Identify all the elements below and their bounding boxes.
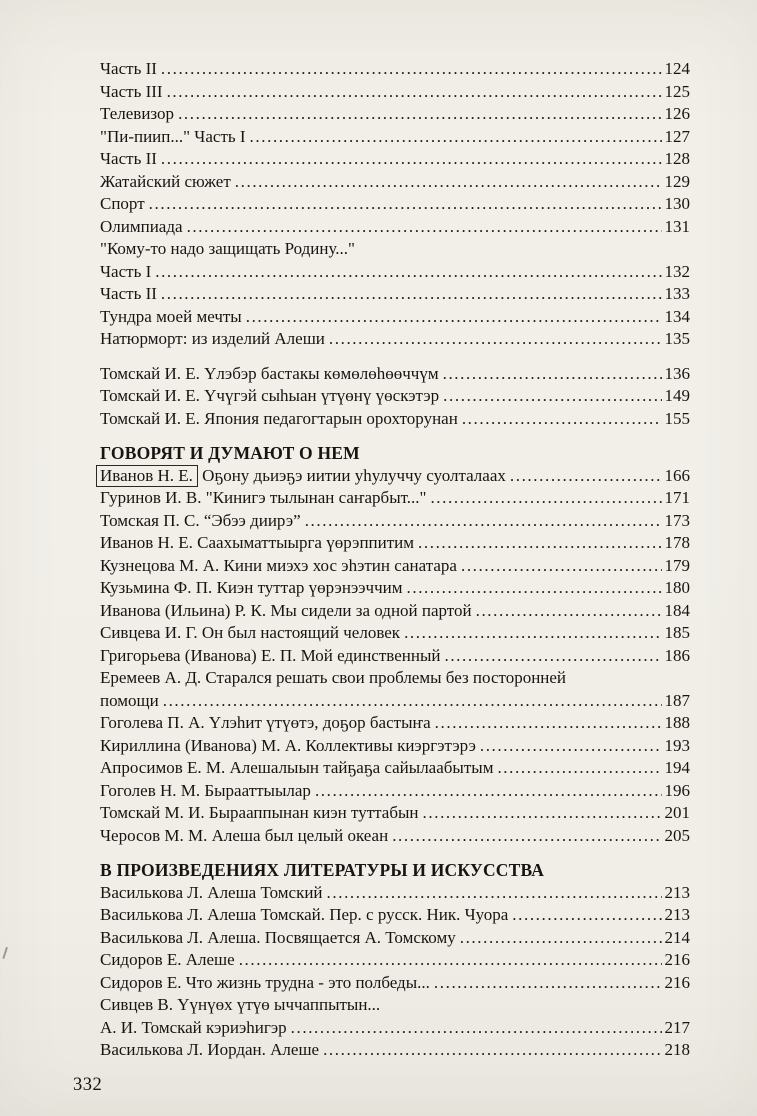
toc-entry: [100, 363, 690, 386]
entry-title: Часть II: [100, 284, 157, 303]
toc-entry: [100, 1017, 690, 1040]
entry-page-number: 196: [664, 780, 690, 800]
toc-entry: [100, 148, 690, 171]
toc-entry: [100, 972, 690, 995]
toc-entry: [100, 949, 690, 972]
entry-title: "Кому-то надо защищать Родину...": [100, 239, 355, 258]
dot-leader: [235, 171, 662, 194]
toc-entry: [100, 577, 690, 600]
entry-page-number: 127: [664, 126, 690, 146]
entry-title: Иванов Н. Е. Оҕону дьиэҕэ иитии уһулуччу суолталаах: [100, 465, 506, 488]
dot-leader: [329, 328, 662, 351]
entry-page-number: 136: [664, 363, 690, 383]
toc-entry: [100, 690, 690, 713]
entry-page-number: 131: [664, 216, 690, 236]
toc-entry: [100, 306, 690, 329]
toc-entry: [100, 645, 690, 668]
entry-page-number: 193: [664, 735, 690, 755]
entry-page-number: 130: [664, 194, 690, 213]
dot-leader: [161, 148, 662, 171]
entry-title: Часть I: [100, 261, 152, 281]
toc-entry: [100, 171, 690, 194]
entry-page-number: 201: [664, 803, 690, 822]
entry-page-number: 216: [664, 972, 690, 992]
entry-title: Василькова Л. Алеша Томский: [100, 882, 323, 902]
entry-page-number: 133: [664, 284, 690, 303]
entry-title: "Пи-пиип..." Часть I: [100, 126, 246, 146]
entry-title: Томскай М. И. Бырааппынан киэн туттабын: [100, 803, 419, 822]
dot-leader: [239, 949, 662, 972]
entry-page-number: 166: [664, 465, 690, 485]
dot-leader: [461, 555, 662, 578]
toc-section: [100, 363, 690, 431]
toc-entry: [100, 58, 690, 81]
boxed-author-name: Иванов Н. Е.: [96, 465, 198, 487]
toc-entry: [100, 1039, 690, 1062]
page-number: 332: [73, 1075, 103, 1095]
toc-entry: [100, 927, 690, 950]
entry-title: Гуринов И. В. "Кинигэ тылынан саҥарбыт...": [100, 488, 427, 507]
toc-entry: [100, 757, 690, 780]
entry-title: Кузнецова М. А. Кини миэхэ хос эһэтин санатара: [100, 555, 457, 575]
entry-title: А. И. Томскай кэриэһигэр: [100, 1017, 287, 1037]
toc-entry: [100, 283, 690, 306]
entry-page-number: 180: [664, 578, 690, 597]
toc-entry: [100, 555, 690, 578]
dot-leader: [423, 802, 662, 825]
toc-entry: [100, 994, 690, 1017]
entry-title: Сидоров Е. Алеше: [100, 950, 235, 969]
entry-title: Кузьмина Ф. П. Киэн туттар үөрэнээччим: [100, 578, 403, 597]
entry-title: Сивцева И. Г. Он был настоящий человек: [100, 623, 401, 642]
dot-leader: [291, 1017, 662, 1040]
section-heading: В ПРОИЗВЕДЕНИЯХ ЛИТЕРАТУРЫ И ИСКУССТВА: [100, 860, 545, 880]
toc-entry: [100, 780, 690, 803]
dot-leader: [392, 825, 661, 848]
entry-page-number: 213: [664, 905, 690, 924]
dot-leader: [430, 487, 661, 510]
entry-title: Сидоров Е. Что жизнь трудна - это полбеды...: [100, 972, 430, 992]
dot-leader: [155, 261, 661, 284]
toc-entry: [100, 126, 690, 149]
entry-page-number: 132: [664, 261, 690, 281]
toc: [100, 58, 690, 1062]
entry-title: Гоголев Н. М. Бырааттыылар: [100, 780, 311, 800]
entry-title: Сивцев В. Үүнүөх үтүө ыччаппытын...: [100, 995, 381, 1014]
entry-title: Апросимов Е. М. Алешалыын тайҕаҕа сайылаабытым: [100, 758, 494, 777]
dot-leader: [250, 126, 662, 149]
entry-title: Василькова Л. Алеша Томскай. Пер. с русск. Ник. Чуора: [100, 905, 509, 924]
entry-page-number: 216: [664, 950, 690, 969]
entry-title: помощи: [100, 690, 159, 710]
toc-entry: [100, 904, 690, 927]
entry-title: Иванова (Ильина) Р. К. Мы сидели за одной партой: [100, 600, 472, 620]
toc-entry: [100, 385, 690, 408]
entry-title: Кириллина (Иванова) М. А. Коллективы киэргэтэрэ: [100, 735, 476, 755]
toc-entry: [100, 667, 690, 690]
entry-title: Томскай И. Е. Үлэбэр бастакы көмөлөһөөччүм: [100, 363, 439, 383]
dot-leader: [462, 408, 662, 431]
entry-page-number: 205: [664, 825, 690, 845]
entry-title: Григорьева (Иванова) Е. П. Мой единственный: [100, 645, 441, 665]
toc-entry: [100, 216, 690, 239]
entry-title: Часть III: [100, 81, 163, 101]
toc-entry: [100, 712, 690, 735]
toc-entry: [100, 882, 690, 905]
toc-section: [100, 859, 690, 1062]
entry-page-number: 213: [664, 882, 690, 902]
entry-page-number: 194: [664, 758, 690, 777]
dot-leader: [480, 735, 662, 758]
dot-leader: [161, 58, 662, 81]
dot-leader: [149, 193, 662, 216]
dot-leader: [443, 385, 661, 408]
toc-entry: [100, 735, 690, 758]
toc-entry: [100, 261, 690, 284]
entry-page-number: 188: [664, 713, 690, 732]
dot-leader: [187, 216, 662, 239]
dot-leader: [327, 882, 662, 905]
toc-entry: [100, 600, 690, 623]
entry-page-number: 134: [664, 306, 690, 326]
entry-title: Жатайский сюжет: [100, 171, 231, 191]
dot-leader: [323, 1039, 661, 1062]
toc-entry: [100, 408, 690, 431]
dot-leader: [418, 532, 661, 555]
dot-leader: [407, 577, 662, 600]
entry-title: Телевизор: [100, 104, 175, 123]
dot-leader: [404, 622, 661, 645]
dot-leader: [497, 757, 661, 780]
entry-page-number: 217: [664, 1017, 690, 1037]
entry-title: Томская П. С. “Эбээ диирэ”: [100, 510, 301, 530]
toc-entry: [100, 510, 690, 533]
toc-entry: [100, 532, 690, 555]
toc-entry: [100, 802, 690, 825]
entry-title: Часть II: [100, 59, 157, 78]
dot-leader: [167, 81, 662, 104]
entry-page-number: 185: [664, 623, 690, 642]
toc-section: [100, 442, 690, 847]
entry-page-number: 218: [664, 1040, 690, 1059]
toc-entry: [100, 193, 690, 216]
entry-title: Часть II: [100, 149, 157, 168]
section-heading: ГОВОРЯТ И ДУМАЮТ О НЕМ: [100, 443, 360, 463]
dot-leader: [435, 712, 662, 735]
entry-page-number: 171: [664, 488, 690, 507]
entry-page-number: 178: [664, 533, 690, 552]
entry-title: Иванов Н. Е. Саахыматтыырга үөрэппитим: [100, 533, 415, 552]
entry-page-number: 126: [664, 104, 690, 123]
entry-title: Василькова Л. Иордан. Алеше: [100, 1040, 320, 1059]
entry-page-number: 214: [664, 927, 690, 947]
entry-page-number: 184: [664, 600, 690, 620]
toc-entry: [100, 81, 690, 104]
entry-title: Тундра моей мечты: [100, 306, 242, 326]
dot-leader: [443, 363, 662, 386]
entry-title: Томскай И. Е. Үчүгэй сыһыан үтүөнү үөскэтэр: [100, 386, 440, 405]
toc-entry: [100, 465, 690, 488]
dot-leader: [460, 927, 662, 950]
dot-leader: [510, 465, 662, 488]
entry-page-number: 149: [664, 386, 690, 405]
dot-leader: [246, 306, 662, 329]
toc-entry: [100, 487, 690, 510]
entry-title: Черосов М. М. Алеша был целый океан: [100, 825, 389, 845]
entry-title: Василькова Л. Алеша. Посвящается А. Томскому: [100, 927, 456, 947]
dot-leader: [434, 972, 662, 995]
entry-title: Томскай И. Е. Япония педагогтарын орохторунан: [100, 408, 458, 428]
dot-leader: [161, 283, 662, 306]
entry-title: Олимпиада: [100, 216, 183, 236]
entry-page-number: 125: [664, 81, 690, 101]
toc-entry: [100, 103, 690, 126]
toc-entry: [100, 825, 690, 848]
entry-page-number: 129: [664, 171, 690, 191]
entry-page-number: 173: [664, 510, 690, 530]
entry-page-number: 124: [664, 59, 690, 78]
dot-leader: [476, 600, 662, 623]
entry-title: Гоголева П. А. Үлэһит үтүөтэ, доҕор бастыҥа: [100, 713, 431, 732]
entry-page-number: 128: [664, 149, 690, 168]
entry-page-number: 187: [664, 690, 690, 710]
entry-page-number: 155: [664, 408, 690, 428]
dot-leader: [444, 645, 661, 668]
toc-entry: [100, 238, 690, 261]
entry-page-number: 179: [664, 555, 690, 575]
toc-entry: [100, 328, 690, 351]
entry-page-number: 135: [664, 329, 690, 348]
toc-section: [100, 58, 690, 351]
entry-title: Еремеев А. Д. Старался решать свои проблемы без посторонней: [100, 668, 567, 687]
entry-title: Спорт: [100, 194, 145, 213]
dot-leader: [315, 780, 662, 803]
dot-leader: [163, 690, 662, 713]
entry-page-number: 186: [664, 645, 690, 665]
entry-title: Натюрморт: из изделий Алеши: [100, 329, 325, 348]
dot-leader: [305, 510, 662, 533]
toc-entry: [100, 622, 690, 645]
dot-leader: [178, 103, 661, 126]
dot-leader: [512, 904, 661, 927]
